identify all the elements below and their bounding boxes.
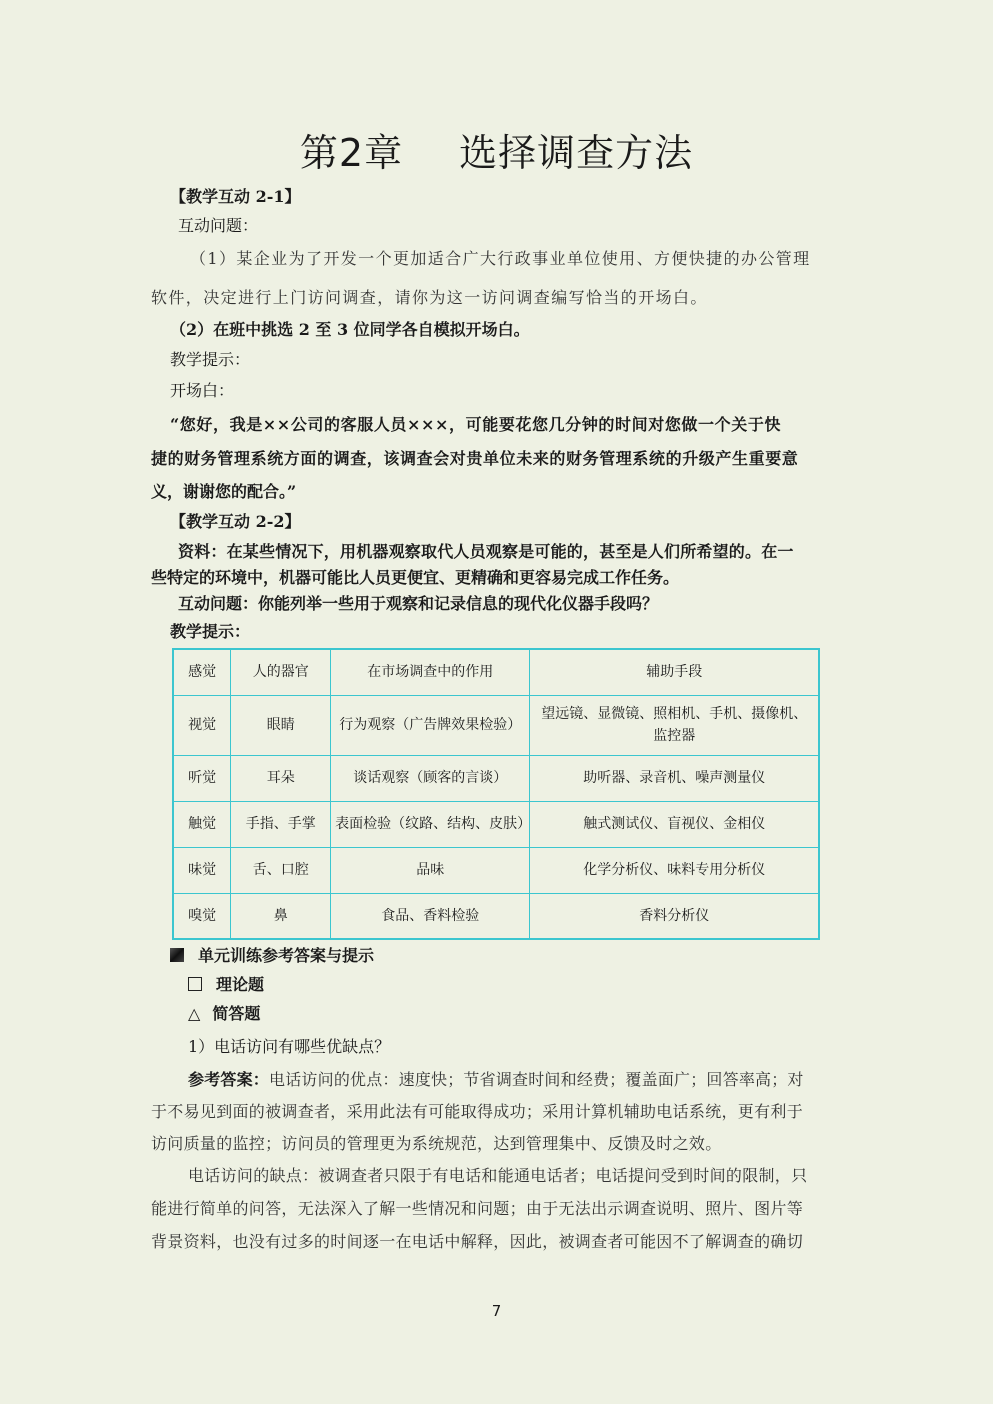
table-header-cell: 感觉 (173, 649, 231, 695)
table-cell: 谈话观察（顾客的言谈） (331, 755, 530, 801)
table-row (173, 847, 819, 893)
interaction-1-hint-label: 教学提示： (170, 350, 251, 369)
filled-square-icon (170, 948, 184, 962)
disadvantage-line-2: 能进行简单的问答，无法深入了解一些情况和问题；由于无法出示调查说明、照片、图片等 (151, 1199, 804, 1218)
opening-label: 开场白： (170, 381, 235, 400)
section-heading (170, 946, 374, 966)
quote-line-2: 捷的财务管理系统方面的调查，该调查会对贵单位未来的财务管理系统的升级产生重要意 (151, 449, 799, 468)
table-cell: 行为观察（广告牌效果检验） (331, 695, 530, 755)
interaction-1-question-label: 互动问题： (178, 216, 259, 235)
table-cell: 眼睛 (231, 695, 331, 755)
interaction-2-question: 互动问题：你能列举一些用于观察和记录信息的现代化仪器手段吗？ (178, 594, 659, 613)
table-row (173, 755, 819, 801)
table-cell: 鼻 (231, 893, 331, 939)
interaction-1-label: 【教学互动 2-1】 (170, 187, 301, 206)
table-cell: 嗅觉 (173, 893, 231, 939)
table-cell: 表面检验（纹路、结构、皮肤） (331, 801, 530, 847)
interaction-2-label: 【教学互动 2-2】 (170, 512, 301, 531)
answer-line-2: 于不易见到面的被调查者，采用此法有可能取得成功；采用计算机辅助电话系统，更有利于 (151, 1102, 804, 1121)
quote-line-1: “您好，我是××公司的客服人员×××，可能要花您几分钟的时间对您做一个关于快 (170, 415, 782, 434)
material-line-1: 资料：在某些情况下，用机器观察取代人员观察是可能的，甚至是人们所希望的。在一 (178, 542, 794, 561)
question-2: （2）在班中挑选 2 至 3 位同学各自模拟开场白。 (170, 320, 530, 339)
senses-table (172, 648, 820, 940)
section-heading-text: 单元训练参考答案与提示 (198, 946, 375, 965)
table-header-cell: 人的器官 (231, 649, 331, 695)
material-line-2: 些特定的环境中，机器可能比人员更便宜、更精确和更容易完成工作任务。 (151, 568, 680, 587)
table-cell-line: 监控器 (653, 728, 696, 744)
table-cell: 香料分析仪 (530, 893, 819, 939)
table-cell-line: 望远镜、显微镜、照相机、手机、摄像机、 (541, 706, 808, 722)
table-cell (530, 695, 819, 755)
quote-line-3: 义，谢谢您的配合。” (151, 482, 297, 501)
table-header-cell: 在市场调查中的作用 (331, 649, 530, 695)
table-cell: 触式测试仪、盲视仪、金相仪 (530, 801, 819, 847)
table-cell: 听觉 (173, 755, 231, 801)
page-number: 7 (491, 1302, 502, 1320)
answer-label: 参考答案： (188, 1070, 270, 1089)
disadvantage-line-1: 电话访问的缺点：被调查者只限于有电话和能通电话者；电话提问受到时间的限制，只 (188, 1166, 808, 1185)
table-cell: 舌、口腔 (231, 847, 331, 893)
answer-line-3: 访问质量的监控；访问员的管理更为系统规范，达到管理集中、反馈及时之效。 (151, 1134, 722, 1153)
table-cell: 味觉 (173, 847, 231, 893)
hollow-square-icon (188, 977, 202, 991)
table-cell: 品味 (331, 847, 530, 893)
table-cell: 手指、手掌 (231, 801, 331, 847)
training-question-1: 1）电话访问有哪些优缺点？ (188, 1037, 391, 1056)
triangle-icon: △ (188, 1004, 201, 1023)
interaction-2-hint-label: 教学提示： (170, 622, 251, 641)
table-cell: 耳朵 (231, 755, 331, 801)
chapter-number: 第2章 (299, 131, 404, 175)
answer-line-1 (188, 1070, 804, 1090)
table-header-cell: 辅助手段 (530, 649, 819, 695)
chapter-name: 选择调查方法 (459, 131, 694, 175)
chapter-title (0, 122, 993, 177)
table-row (173, 801, 819, 847)
table-row (173, 893, 819, 939)
short-answer-heading (188, 1004, 260, 1024)
short-answer-heading-text: 简答题 (212, 1004, 261, 1023)
table-row (173, 695, 819, 755)
question-1-line-1: （1）某企业为了开发一个更加适合广大行政事业单位使用、方便快捷的办公管理 (190, 249, 811, 268)
answer-line-1-text: 电话访问的优点：速度快；节省调查时间和经费；覆盖面广；回答率高；对 (269, 1070, 804, 1089)
theory-heading (188, 975, 264, 995)
table-cell: 助听器、录音机、噪声测量仪 (530, 755, 819, 801)
table-cell: 食品、香料检验 (331, 893, 530, 939)
table-cell: 触觉 (173, 801, 231, 847)
table-cell: 视觉 (173, 695, 231, 755)
theory-heading-text: 理论题 (216, 975, 265, 994)
table-header-row (173, 649, 819, 695)
question-1-line-2: 软件，决定进行上门访问调查，请你为这一访问调查编写恰当的开场白。 (151, 288, 708, 307)
disadvantage-line-3: 背景资料，也没有过多的时间逐一在电话中解释，因此，被调查者可能因不了解调查的确切 (151, 1232, 804, 1251)
table-cell: 化学分析仪、味料专用分析仪 (530, 847, 819, 893)
